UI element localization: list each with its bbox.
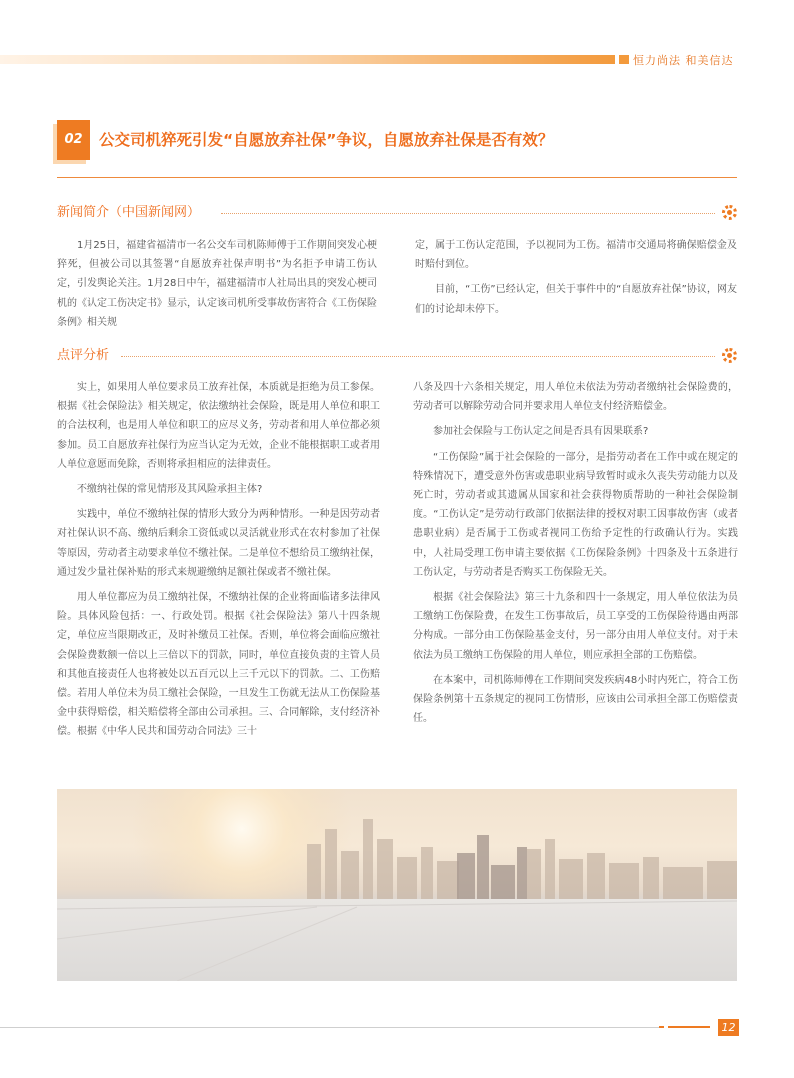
paragraph-question: 参加社会保险与工伤认定之间是否具有因果联系? (433, 426, 649, 438)
article-number: 02 (57, 120, 90, 160)
footer-accent (668, 1026, 710, 1028)
page-number: 12 (718, 1019, 739, 1036)
paragraph: 在本案中，司机陈师傅在工作期间突发疾病48小时内死亡，符合工伤保险条例第十五条规定的视同工伤情形，应该由公司承担全部工伤赔偿责任。 (413, 674, 738, 725)
analysis-section-title: 点评分析 (57, 346, 113, 366)
paragraph: 八条及四十六条相关规定，用人单位未依法为劳动者缴纳社会保险费的，劳动者可以解除劳动合同并要求用人单位支付经济赔偿金。 (413, 382, 738, 413)
section-dotted-line (221, 213, 715, 214)
paragraph: 定，属于工伤认定范围，予以视同为工伤。福清市交通局将确保赔偿金及时赔付到位。 (415, 240, 737, 271)
article-heading (57, 120, 737, 160)
skyline-illustration (57, 789, 737, 981)
gear-icon (722, 348, 737, 363)
footer-tick (659, 1026, 664, 1028)
paragraph-question: 不缴纳社保的常见情形及其风险承担主体? (77, 484, 263, 496)
article-title: 公交司机猝死引发“自愿放弃社保”争议，自愿放弃社保是否有效？ (99, 131, 554, 149)
paragraph: 用人单位都应为员工缴纳社保，不缴纳社保的企业将面临诸多法律风险。具体风险包括：一、行政处罚。根据《社会保险法》第八十四条规定，单位应当限期改正，及时补缴员工社保。否则，单位将会面临应缴社会保险费数额一倍以上三倍以下的罚款，同时，单位直接负责的主管人员和其他直接责任人也将被处以五百元以上三千元以下的罚款。二、工伤赔偿。若用人单位未为员工缴社会保险，一旦发生工伤就无法从工伤保险基金中获得赔偿，相关赔偿将全部由公司承担。三、合同解除，支付经济补偿。根据《中华人民共和国劳动合同法》三十 (57, 592, 380, 738)
paragraph: “工伤保险”属于社会保险的一部分，是指劳动者在工作中或在规定的特殊情况下，遭受意外伤害或患职业病导致暂时或永久丧失劳动能力以及死亡时，劳动者或其遗属从国家和社会获得物质帮助的一种社会保险制度。“工伤认定”是劳动行政部门依据法律的授权对职工因事故伤害（或者患职业病）是否属于工伤或者视同工伤给予定性的行政确认行为。实践中，人社局受理工伤申请主要依据《工伤保险条例》十四条及十五条进行工伤认定，与劳动者是否购买工伤保险无关。 (413, 451, 738, 578)
paragraph: 1月25日，福建省福清市一名公交车司机陈师傅于工作期间突发心梗猝死，但被公司以其签署“自愿放弃社保声明书”为名拒予申请工伤认定，引发舆论关注。1月28日中午，福建福清市人社局出具的突发心梗司机的《认定工伤决定书》显示，认定该司机所受事故伤害符合《工伤保险条例》相关规 (57, 240, 377, 328)
paragraph: 实践中，单位不缴纳社保的情形大致分为两种情形。一种是因劳动者对社保认识不高、缴纳后剩余工资低或以灵活就业形式在农村参加了社保等原因，劳动者主动要求单位不缴社保。二是单位不想给员工缴纳社保，通过发少量社保补贴的形式来规避缴纳足额社保或者不缴社保。 (57, 509, 380, 578)
paragraph: 目前，“工伤”已经认定，但关于事件中的“自愿放弃社保”协议，网友们的讨论却未停下。 (415, 284, 737, 315)
analysis-section-header (57, 346, 737, 366)
news-section-title: 新闻简介（中国新闻网） (57, 203, 204, 223)
analysis-left-column (57, 378, 380, 748)
news-right-column (415, 236, 737, 325)
city-skyline-image (57, 789, 737, 981)
news-left-column (57, 236, 377, 338)
header-bar-end (619, 55, 629, 64)
terrace-floor (57, 899, 737, 981)
analysis-right-column (413, 378, 738, 734)
header-slogan: 恒力尚法 和美信达 (633, 54, 734, 67)
heading-divider (57, 177, 737, 178)
news-section-header (57, 203, 737, 223)
section-dotted-line (121, 356, 715, 357)
header-gradient-bar (0, 55, 615, 64)
near-buildings (457, 835, 527, 902)
gear-icon (722, 205, 737, 220)
paragraph: 根据《社会保险法》第三十九条和四十一条规定，用人单位依法为员工缴纳工伤保险费，在发生工伤事故后，员工享受的工伤保险待遇由两部分构成。一部分由工伤保险基金支付，另一部分由用人单位支付。对于未依法为员工缴纳工伤保险的用人单位，则应承担全部的工伤赔偿。 (413, 592, 738, 661)
footer-divider (0, 1027, 660, 1028)
paragraph: 实上，如果用人单位要求员工放弃社保，本质就是拒绝为员工参保。根据《社会保险法》相关规定，依法缴纳社会保险，既是用人单位和职工的合法权利，也是用人单位和职工的应尽义务，劳动者和用人单位都必须参加。员工自愿放弃社保行为应当认定为无效，企业不能根据职工或者用人单位意愿而免除，否则将承担相应的法律责任。 (57, 382, 380, 470)
